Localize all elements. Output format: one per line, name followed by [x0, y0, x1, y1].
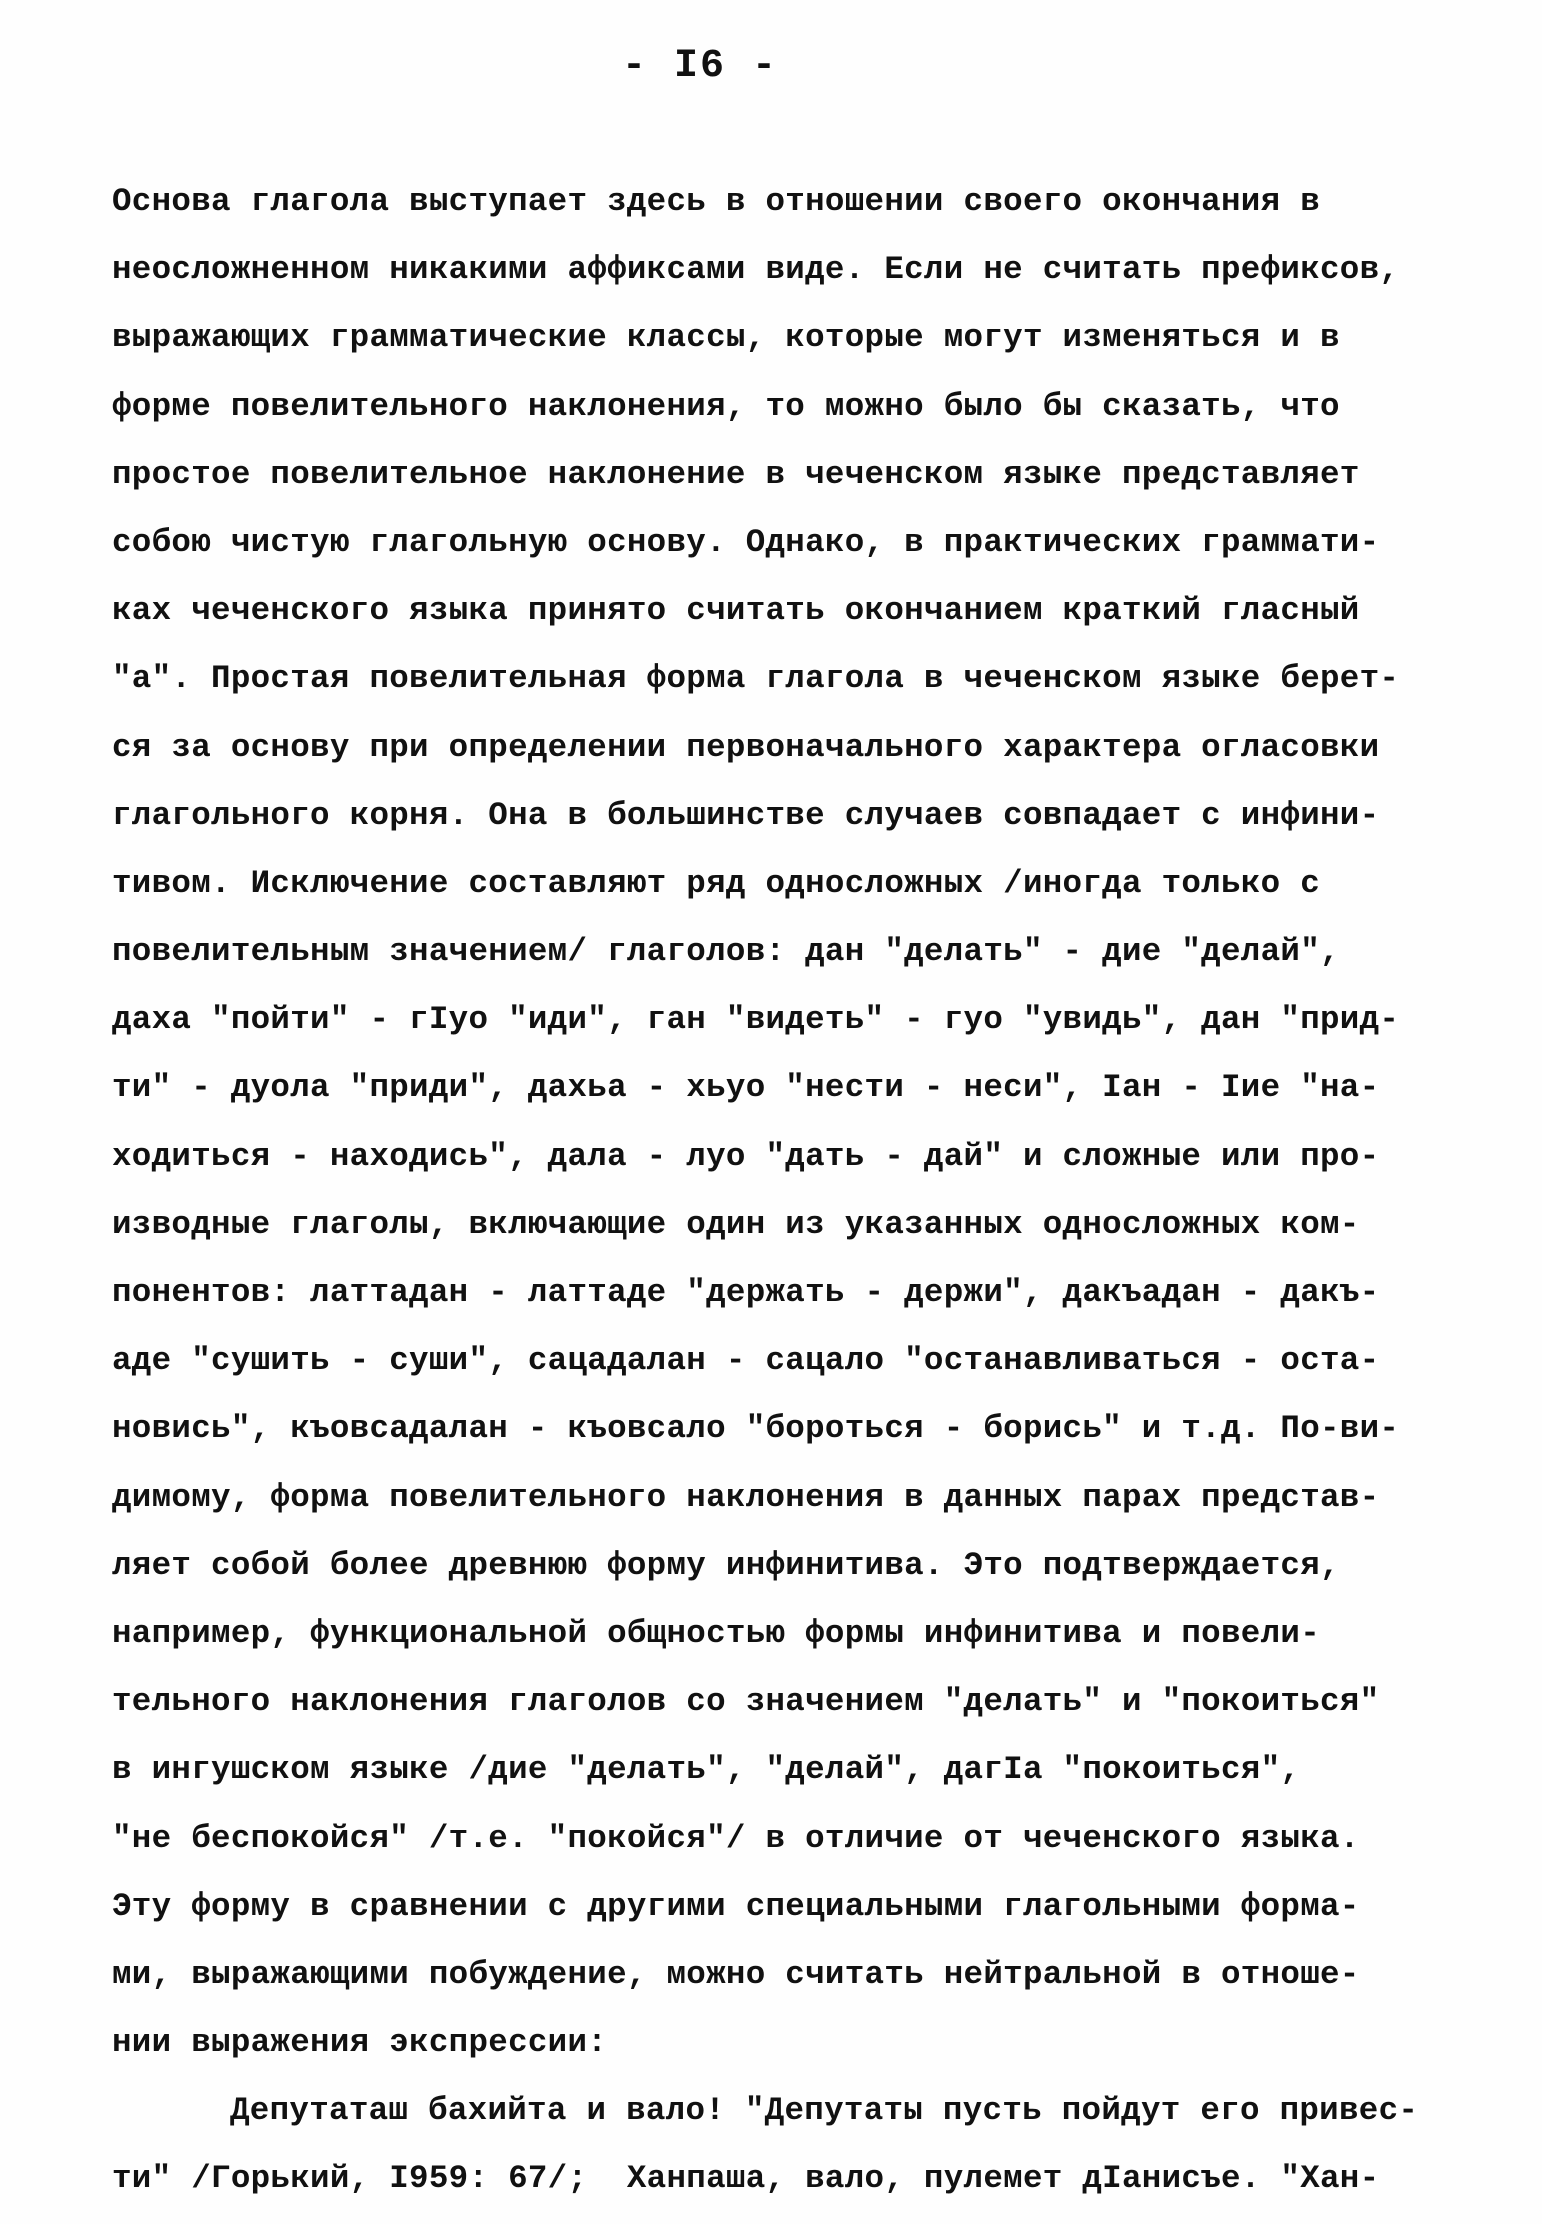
text-line: простое повелительное наклонение в чеченском языке представляет	[112, 455, 1360, 493]
text-line: ми, выражающими побуждение, можно считать нейтральной в отноше-	[112, 1955, 1360, 1993]
text-line: тивом. Исключение составляют ряд односложных /иногда только с	[112, 864, 1320, 902]
text-line: повелительным значением/ глаголов: дан "делать" - дие "делай",	[112, 933, 1340, 971]
text-line: ляет собой более древнюю форму инфинитива. Это подтверждается,	[112, 1546, 1340, 1584]
text-line: ходиться - находись", дала - луо "дать - дай" и сложные или про-	[112, 1137, 1380, 1175]
text-line: форме повелительного наклонения, то можно было бы сказать, что	[112, 387, 1340, 425]
text-line: нии выражения экспрессии:	[112, 2024, 608, 2062]
text-line: "не беспокойся" /т.е. "покойся"/ в отличие от чеченского языка.	[112, 1819, 1360, 1857]
text-line: даха "пойти" - гIуо "иди", ган "видеть" - гуо "увидь", дан "прид-	[112, 1001, 1400, 1039]
text-line: ти" - дуола "приди", дахьа - хьуо "нести - неси", Iан - Iие "на-	[112, 1069, 1380, 1107]
body-text	[112, 168, 1432, 2214]
text-line: димому, форма повелительного наклонения в данных парах представ-	[112, 1478, 1380, 1516]
text-line: собою чистую глагольную основу. Однако, в практических граммати-	[112, 523, 1380, 561]
text-line: новись", къовсадалан - къовсало "бороться - борись" и т.д. По-ви-	[112, 1410, 1400, 1448]
text-line: изводные глаголы, включающие один из указанных односложных ком-	[112, 1205, 1360, 1243]
text-line: тельного наклонения глаголов со значением "делать" и "покоиться"	[112, 1683, 1380, 1721]
page-number: - I6 -	[621, 44, 779, 89]
text-line: Эту форму в сравнении с другими специальными глагольными форма-	[112, 1887, 1360, 1925]
text-line: ся за основу при определении первоначального характера огласовки	[112, 728, 1380, 766]
text-line: неосложненном никакими аффиксами виде. Если не считать префиксов,	[112, 251, 1400, 289]
text-line: выражающих грамматические классы, которые могут изменяться и в	[112, 319, 1340, 357]
text-line: в ингушском языке /дие "делать", "делай", дагIа "покоиться",	[112, 1751, 1301, 1789]
text-line: глагольного корня. Она в большинстве случаев совпадает с инфини-	[112, 796, 1380, 834]
text-line: аде "сушить - суши", сацадалан - сацало "останавливаться - оста-	[112, 1342, 1380, 1380]
text-line: понентов: латтадан - латтаде "держать - держи", дакъадан - дакъ-	[112, 1274, 1380, 1311]
text-line: Основа глагола выступает здесь в отношении своего окончания в	[112, 183, 1320, 220]
text-line: ках чеченского языка принято считать окончанием краткий гласный	[112, 592, 1360, 630]
text-line-indented: Депутаташ бахийта и вало! "Депутаты пусть пойдут его привес-	[230, 2092, 1419, 2130]
text-line: ти" /Горький, I959: 67/; Ханпаша, вало, пулемет дIанисъе. "Хан-	[112, 2160, 1380, 2198]
text-line: "а". Простая повелительная форма глагола в чеченском языке берет-	[112, 660, 1400, 698]
text-line: например, функциональной общностью формы инфинитива и повели-	[112, 1614, 1320, 1652]
